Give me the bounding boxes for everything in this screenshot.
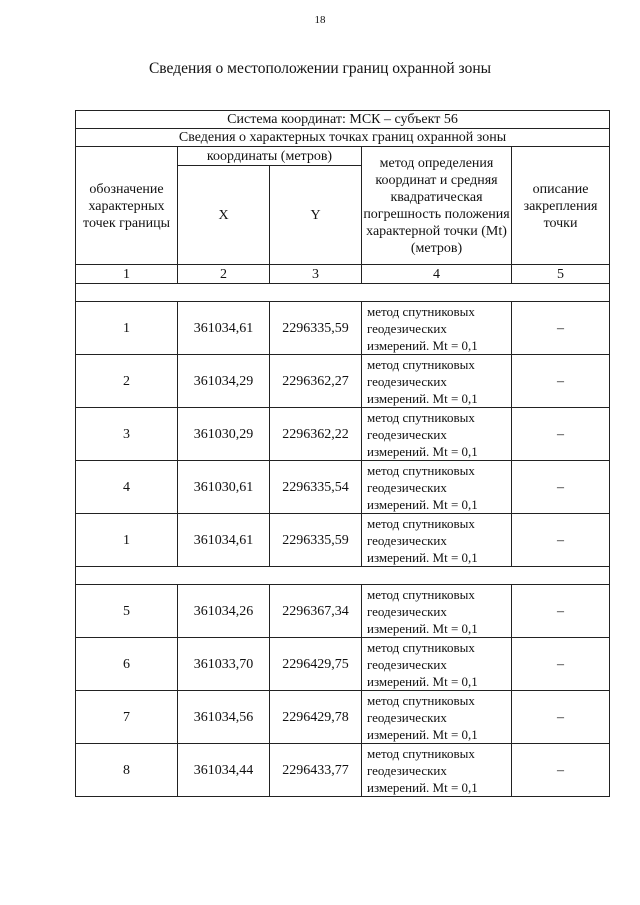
x-coordinate-cell: 361033,70 (178, 638, 270, 691)
header-fixing-description: описание закрепления точки (512, 147, 610, 265)
x-coordinate-cell: 361034,56 (178, 691, 270, 744)
method-cell: метод спутниковых геодезических измерений. Mt = 0,1 (362, 302, 512, 355)
x-coordinate-cell: 361030,29 (178, 408, 270, 461)
method-cell: метод спутниковых геодезических измерений. Mt = 0,1 (362, 355, 512, 408)
header-point-designation: обозначение характерных точек границы (76, 147, 178, 265)
table-subtitle: Сведения о характерных точках границ охранной зоны (76, 129, 610, 147)
y-coordinate-cell: 2296362,22 (270, 408, 362, 461)
x-coordinate-cell: 361034,29 (178, 355, 270, 408)
fixing-description-cell: – (512, 408, 610, 461)
table-row (76, 585, 610, 638)
header-y: Y (270, 166, 362, 265)
group-separator-row (76, 284, 610, 302)
x-coordinate-cell: 361034,61 (178, 302, 270, 355)
fixing-description-cell: – (512, 514, 610, 567)
fixing-description-cell: – (512, 302, 610, 355)
y-coordinate-cell: 2296335,59 (270, 302, 362, 355)
method-cell: метод спутниковых геодезических измерений. Mt = 0,1 (362, 744, 512, 797)
point-cell: 7 (76, 691, 178, 744)
coordinate-system-header: Система координат: МСК – субъект 56 (76, 111, 610, 129)
method-cell: метод спутниковых геодезических измерений. Mt = 0,1 (362, 408, 512, 461)
column-number: 2 (178, 265, 270, 284)
y-coordinate-cell: 2296335,59 (270, 514, 362, 567)
y-coordinate-cell: 2296335,54 (270, 461, 362, 514)
table-row (76, 408, 610, 461)
table-row (76, 302, 610, 355)
column-number: 4 (362, 265, 512, 284)
table-row (76, 461, 610, 514)
x-coordinate-cell: 361034,26 (178, 585, 270, 638)
x-coordinate-cell: 361030,61 (178, 461, 270, 514)
contour-2-rows (76, 585, 610, 797)
y-coordinate-cell: 2296362,27 (270, 355, 362, 408)
document-title: Сведения о местоположении границ охранной зоны (148, 60, 492, 77)
coordinates-table (75, 110, 610, 797)
column-number: 3 (270, 265, 362, 284)
fixing-description-cell: – (512, 638, 610, 691)
table-row (76, 355, 610, 408)
point-cell: 8 (76, 744, 178, 797)
y-coordinate-cell: 2296433,77 (270, 744, 362, 797)
y-coordinate-cell: 2296367,34 (270, 585, 362, 638)
method-cell: метод спутниковых геодезических измерений. Mt = 0,1 (362, 461, 512, 514)
header-coordinates: координаты (метров) (178, 147, 362, 166)
fixing-description-cell: – (512, 355, 610, 408)
group-separator (76, 567, 610, 585)
column-number: 5 (512, 265, 610, 284)
table-row (76, 744, 610, 797)
table-row (76, 514, 610, 567)
fixing-description-cell: – (512, 691, 610, 744)
fixing-description-cell: – (512, 585, 610, 638)
column-number-row (76, 265, 610, 284)
header-method: метод определения координат и средняя квадратическая погрешность положения характерной точки (Mt) (метров) (362, 147, 512, 265)
table-row (76, 638, 610, 691)
method-cell: метод спутниковых геодезических измерений. Mt = 0,1 (362, 514, 512, 567)
x-coordinate-cell: 361034,61 (178, 514, 270, 567)
point-cell: 2 (76, 355, 178, 408)
table-row (76, 691, 610, 744)
page-number: 18 (314, 14, 326, 26)
fixing-description-cell: – (512, 744, 610, 797)
point-cell: 5 (76, 585, 178, 638)
point-cell: 4 (76, 461, 178, 514)
point-cell: 1 (76, 514, 178, 567)
header-x: X (178, 166, 270, 265)
contour-1-rows (76, 302, 610, 567)
y-coordinate-cell: 2296429,78 (270, 691, 362, 744)
point-cell: 3 (76, 408, 178, 461)
y-coordinate-cell: 2296429,75 (270, 638, 362, 691)
column-number: 1 (76, 265, 178, 284)
group-separator-row (76, 567, 610, 585)
fixing-description-cell: – (512, 461, 610, 514)
x-coordinate-cell: 361034,44 (178, 744, 270, 797)
method-cell: метод спутниковых геодезических измерений. Mt = 0,1 (362, 638, 512, 691)
point-cell: 1 (76, 302, 178, 355)
point-cell: 6 (76, 638, 178, 691)
method-cell: метод спутниковых геодезических измерений. Mt = 0,1 (362, 585, 512, 638)
group-separator (76, 284, 610, 302)
method-cell: метод спутниковых геодезических измерений. Mt = 0,1 (362, 691, 512, 744)
